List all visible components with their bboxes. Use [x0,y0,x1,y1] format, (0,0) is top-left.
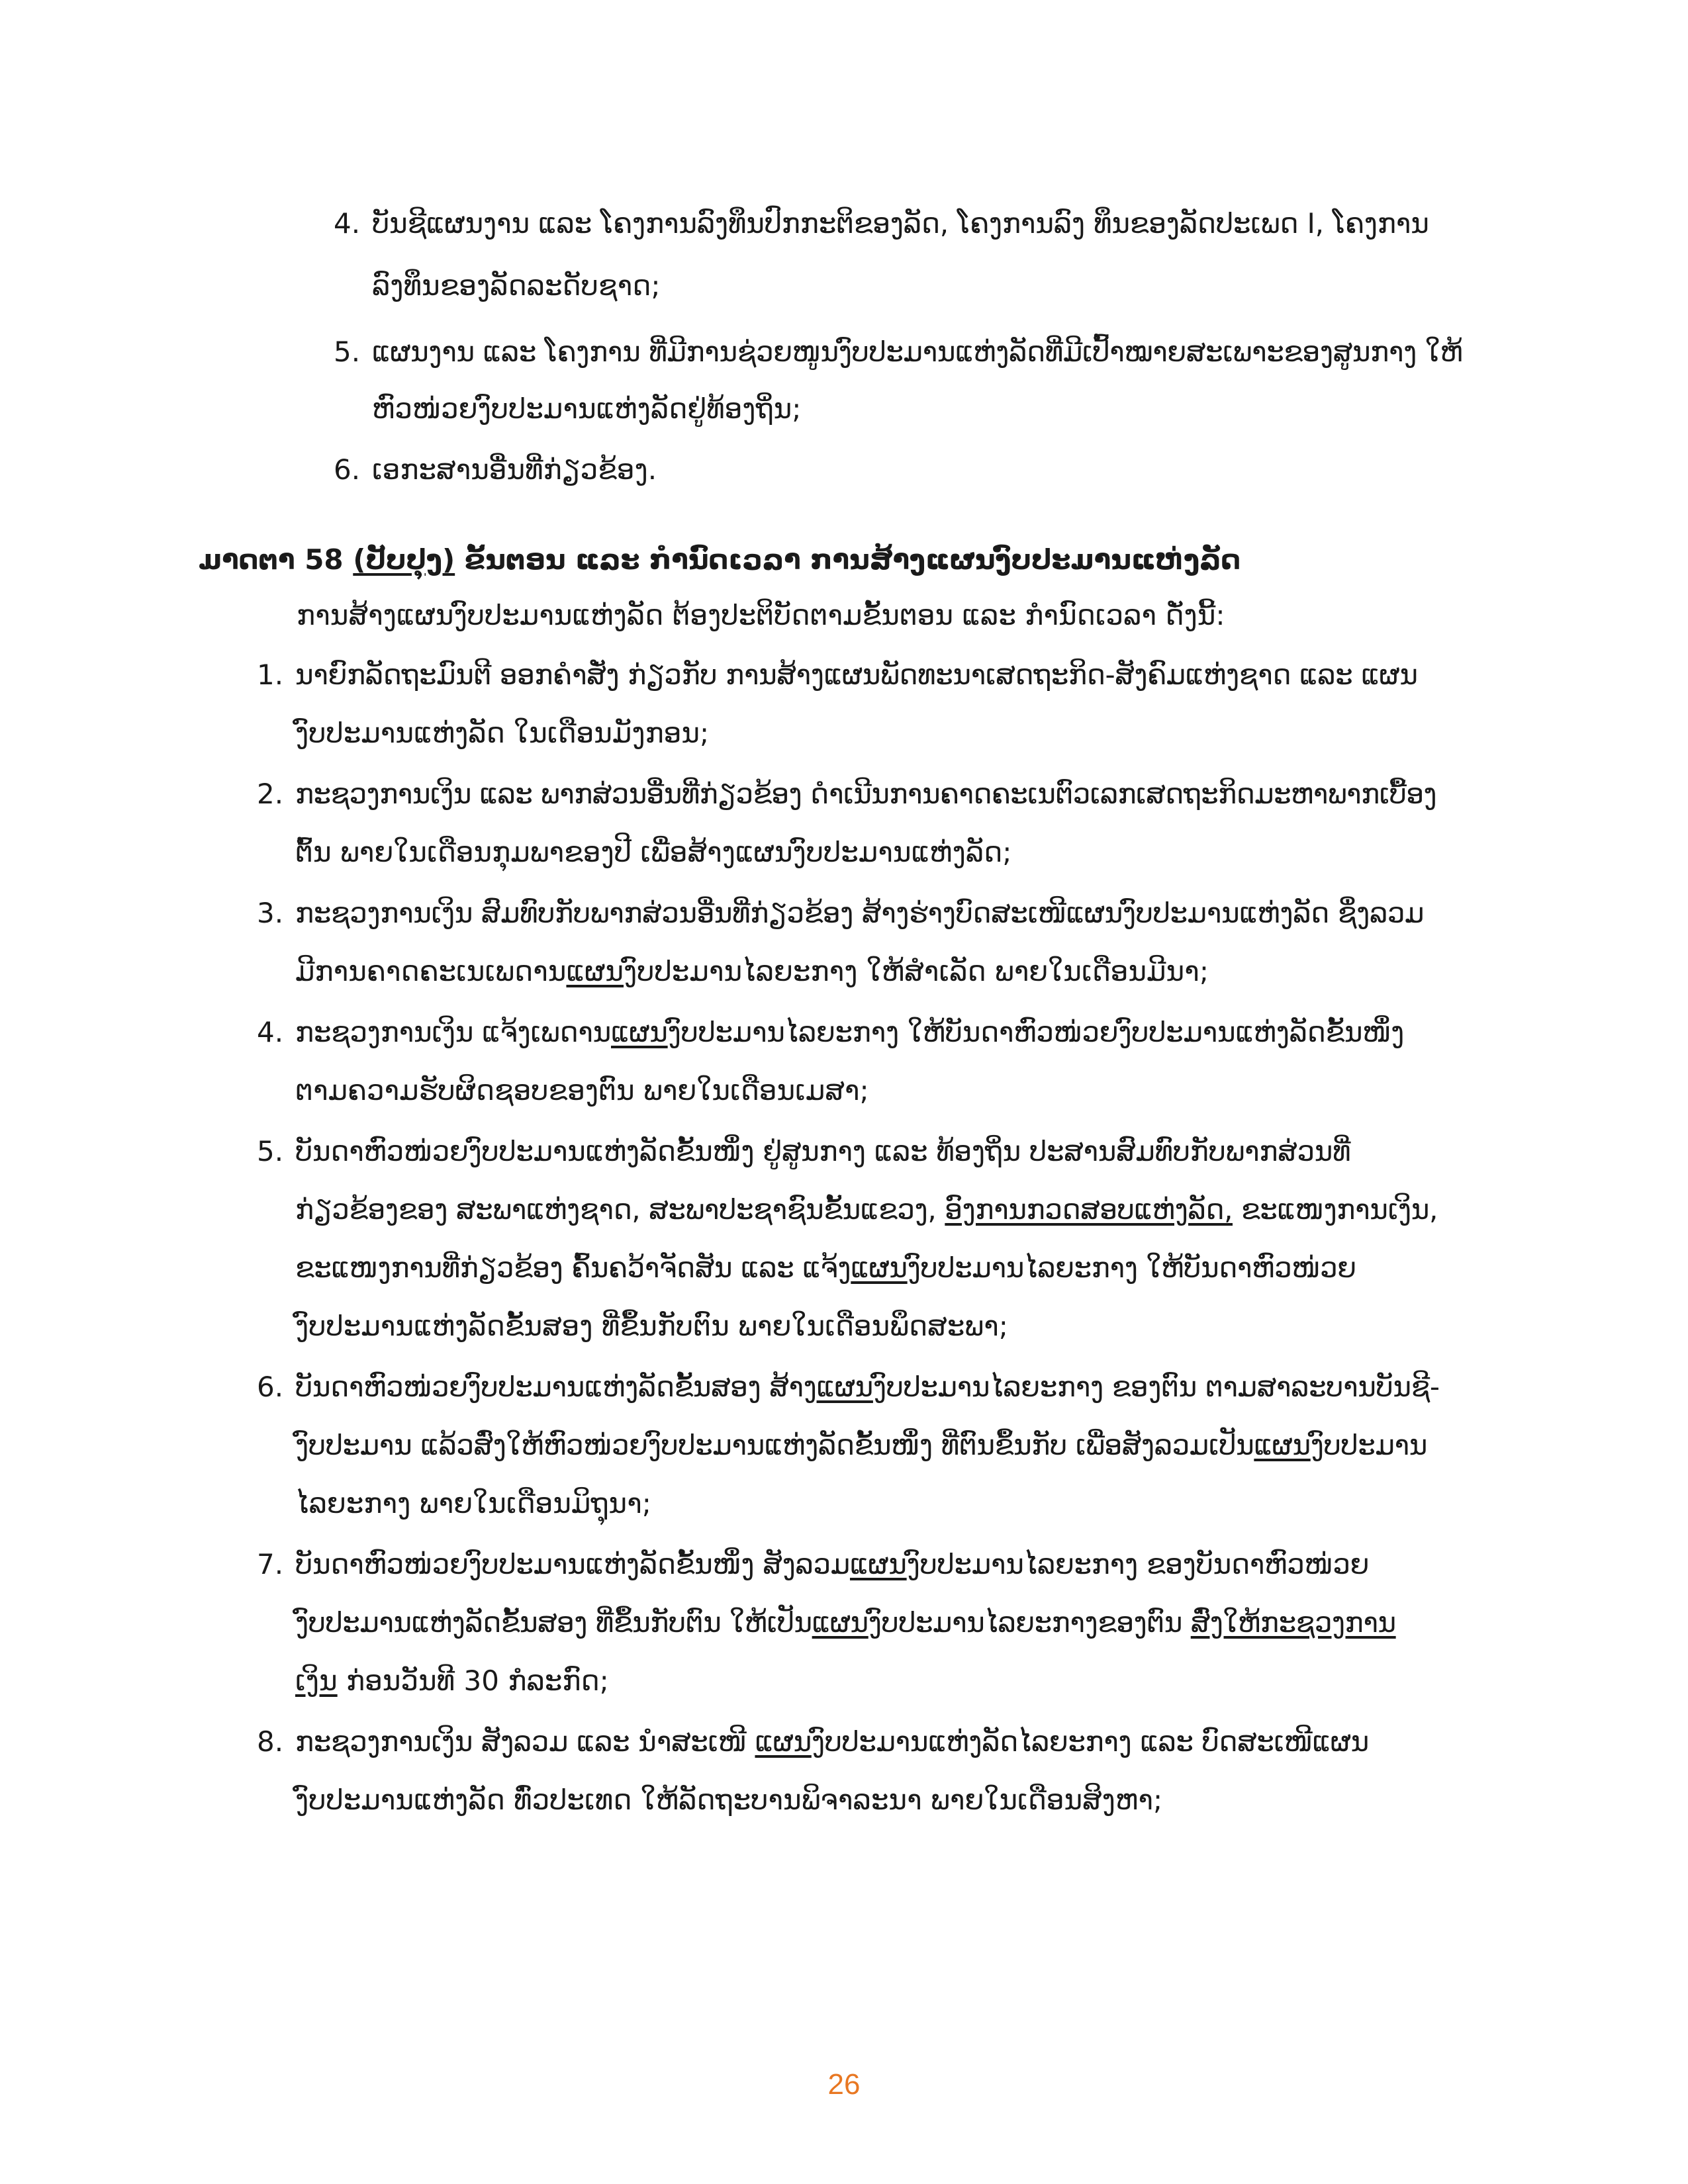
article-item-number: 5. [257,1135,284,1167]
article-item-line: ກະຊວງການເງິນ ແລະ ພາກສ່ວນອື່ນທີ່ກ່ຽວຂ້ອງ ດຳເນີນການຄາດຄະເນຕົວເລກເສດຖະກິດມະຫາພາກເບື້ອງ [295,778,1437,810]
text-segment: ບັນດາຫົວໜ່ວຍງົບປະມານແຫ່ງລັດຂັ້ນສອງ ສ້າງ [295,1371,817,1403]
article-item-line [295,1367,1440,1407]
article-item-line: ຕົ້ນ ພາຍໃນເດືອນກຸມພາຂອງປີ ເພື່ອສ້າງແຜນງົບປະມານແຫ່ງລັດ; [295,836,1012,868]
text-segment: ງົບປະມານ [1310,1429,1428,1461]
article-item-number: 8. [257,1725,284,1758]
underlined-text: ແຜນ [812,1606,868,1639]
text-segment: ກ່ອນວັນທີ 30 ກໍລະກົດ; [337,1664,609,1697]
underlined-text: ແຜນ [851,1251,908,1284]
article-heading [199,540,1241,580]
article-item-number: 6. [257,1371,284,1403]
text-segment: ຂະແໜງການເງິນ, [1233,1193,1438,1226]
list-item-line: ເອກະສານອື່ນທີ່ກ່ຽວຂ້ອງ. [372,453,657,486]
underlined-text: ແຜນ [610,1016,668,1048]
article-intro: ການສ້າງແຜນງົບປະມານແຫ່ງລັດ ຕ້ອງປະຕິບັດຕາມຂັ້ນຕອນ ແລະ ກຳນົດເວລາ ດັ່ງນີ້: [297,599,1225,631]
text-segment: ງົບປະມານແຫ່ງລັດຂັ້ນສອງ ທີ່ຂຶ້ນກັບຕົນ ໃຫ້ເປັນ [295,1606,812,1639]
amended-tag: (ປັບປຸງ) [353,543,455,576]
underlined-text: ເງິນ [295,1664,338,1697]
text-segment: ມີການຄາດຄະເນເພດານ [295,955,567,987]
article-item-number: 1. [257,659,284,691]
article-item-line [295,1722,1369,1762]
underlined-text: ແຜນ [816,1371,873,1403]
text-segment: ບັນດາຫົວໜ່ວຍງົບປະມານແຫ່ງລັດຂັ້ນໜຶ່ງ ສັງລວມ [295,1548,850,1580]
article-item-line [295,1248,1356,1288]
article-item-line [295,1603,1396,1643]
underlined-text: ອົງການກວດສອບແຫ່ງລັດ, [945,1193,1233,1226]
article-item-line: ຕາມຄວາມຮັບຜິດຊອບຂອງຕົນ ພາຍໃນເດືອນເມສາ; [295,1074,869,1107]
text-segment: ງົບປະມານໄລຍະກາງ ຂອງຕົນ ຕາມສາລະບານບັນຊີ- [872,1371,1440,1403]
article-item-line: ງົບປະມານແຫ່ງລັດ ທົ່ວປະເທດ ໃຫ້ລັດຖະບານພິຈາລະນາ ພາຍໃນເດືອນສິງຫາ; [295,1784,1163,1816]
text-segment: ງົບປະມານໄລຍະກາງ ຂອງບັນດາຫົວໜ່ວຍ [906,1548,1370,1580]
article-item-line [295,1190,1438,1230]
article-item-number: 7. [257,1548,284,1580]
article-item-line: ກະຊວງການເງິນ ສົມທົບກັບພາກສ່ວນອື່ນທີ່ກ່ຽວຂ້ອງ ສ້າງຮ່າງບົດສະເໜີແຜນງົບປະມານແຫ່ງລັດ ຊຶ່ງລວມ [295,897,1425,929]
list-item-line: ບັນຊີແຜນງານ ແລະ ໂຄງການລົງທຶນປົກກະຕິຂອງລັດ, ໂຄງການລົງ ທຶນຂອງລັດປະເພດ I, ໂຄງການ [372,207,1429,240]
article-item-line [295,1426,1427,1465]
list-item-line: ແຜນງານ ແລະ ໂຄງການ ທີ່ມີການຊ່ວຍໜູນງົບປະມານແຫ່ງລັດທີ່ມີເປົ້າໝາຍສະເພາະຂອງສູນກາງ ໃຫ້ [372,336,1463,368]
article-item-line: ໄລຍະກາງ ພາຍໃນເດືອນມິຖຸນາ; [295,1487,651,1520]
article-item-line [295,1013,1404,1052]
article-heading-title: ຂັ້ນຕອນ ແລະ ກຳນົດເວລາ ການສ້າງແຜນງົບປະມານແຫ່ງລັດ [455,543,1241,576]
list-item-line: ລົງທຶນຂອງລັດລະດັບຊາດ; [372,269,661,302]
text-segment: ກະຊວງການເງິນ ສັງລວມ ແລະ ນຳສະເໜີ [295,1725,755,1758]
article-item-number: 2. [257,778,284,810]
text-segment: ກະຊວງການເງິນ ແຈ້ງເພດານ [295,1016,611,1048]
list-item-line: ຫົວໜ່ວຍງົບປະມານແຫ່ງລັດຢູ່ທ້ອງຖິ່ນ; [372,392,802,425]
article-item-line [295,952,1209,991]
article-item-line [295,1661,609,1701]
text-segment: ງົບປະມານແຫ່ງລັດໄລຍະກາງ ແລະ ບົດສະເໜີແຜນ [811,1725,1369,1758]
article-item-line: ງົບປະມານແຫ່ງລັດ ໃນເດືອນມັງກອນ; [295,717,710,749]
list-item-number: 6. [334,453,361,486]
list-item-number: 4. [334,207,361,240]
article-item-line [295,1545,1369,1584]
article-item-number: 4. [257,1016,284,1048]
text-segment: ງົບປະມານໄລຍະກາງ ໃຫ້ບັນດາຫົວໜ່ວຍງົບປະມານແຫ່ງລັດຂັ້ນໜຶ່ງ [667,1016,1405,1048]
article-item-line: ງົບປະມານແຫ່ງລັດຂັ້ນສອງ ທີ່ຂຶ້ນກັບຕົນ ພາຍໃນເດືອນພຶດສະພາ; [295,1310,1008,1342]
underlined-text: ແຜນ [849,1548,907,1580]
underlined-text: ແຜນ [566,955,624,987]
text-segment: ກ່ຽວຂ້ອງຂອງ ສະພາແຫ່ງຊາດ, ສະພາປະຊາຊົນຂັ້ນແຂວງ, [295,1193,945,1226]
text-segment: ຂະແໜງການທີ່ກ່ຽວຂ້ອງ ຄົ້ນຄວ້າຈັດສັນ ແລະ ແຈ້ງ [295,1251,851,1284]
underlined-text: ແຜນ [755,1725,812,1758]
article-item-line: ບັນດາຫົວໜ່ວຍງົບປະມານແຫ່ງລັດຂັ້ນໜຶ່ງ ຢູ່ສູນກາງ ແລະ ທ້ອງຖິ່ນ ປະສານສົມທົບກັບພາກສ່ວນທີ່ [295,1135,1351,1167]
text-segment: ງົບປະມານໄລຍະກາງຂອງຕົນ [868,1606,1191,1639]
page-number: 26 [827,2068,861,2101]
text-segment: ງົບປະມານ ແລ້ວສົ່ງໃຫ້ຫົວໜ່ວຍງົບປະມານແຫ່ງລັດຂັ້ນໜຶ່ງ ທີ່ຕົນຂຶ້ນກັບ ເພື່ອສັງລວມເປັນ [295,1429,1254,1461]
article-heading-prefix: ມາດຕາ 58 [199,543,353,576]
underlined-text: ສົ່ງໃຫ້ກະຊວງການ [1190,1606,1396,1639]
underlined-text: ແຜນ [1254,1429,1311,1461]
text-segment: ງົບປະມານໄລຍະກາງ ໃຫ້ບັນດາຫົວໜ່ວຍ [907,1251,1356,1284]
list-item-number: 5. [334,336,361,368]
article-item-number: 3. [257,897,284,929]
text-segment: ງົບປະມານໄລຍະກາງ ໃຫ້ສຳເລັດ ພາຍໃນເດືອນມີນາ; [624,955,1209,987]
article-item-line: ນາຍົກລັດຖະມົນຕີ ອອກຄຳສັ່ງ ກ່ຽວກັບ ການສ້າງແຜນພັດທະນາເສດຖະກິດ-ສັງຄົມແຫ່ງຊາດ ແລະ ແຜນ [295,659,1418,691]
